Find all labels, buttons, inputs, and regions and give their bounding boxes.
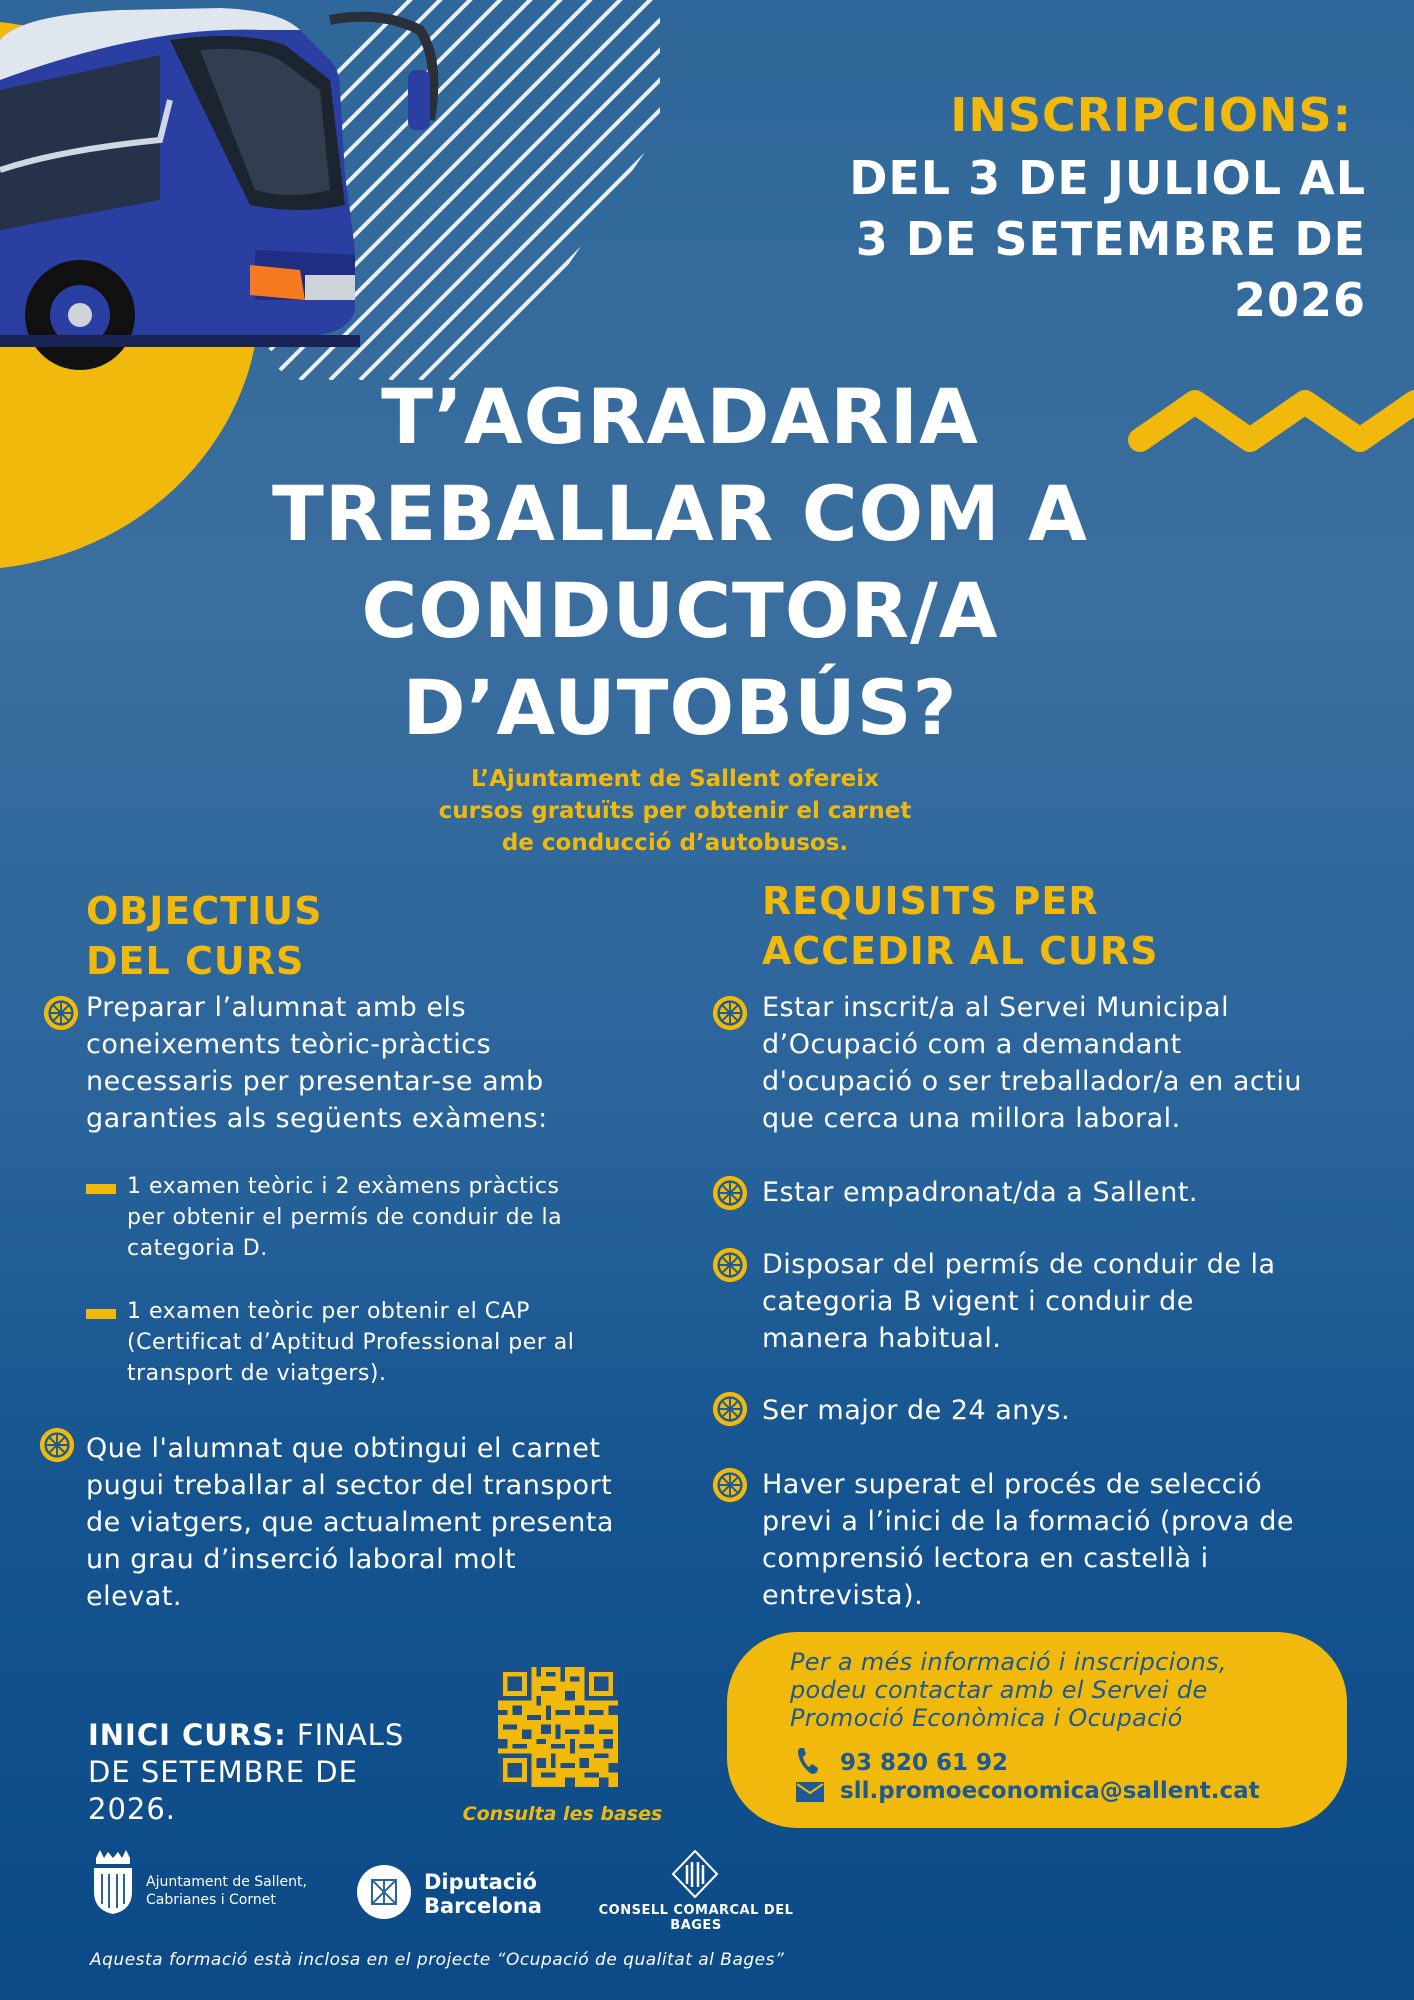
objective-item-line: de viatgers, que actualment presenta: [86, 1507, 614, 1538]
requirement-item-line: Estar inscrit/a al Servei Municipal: [762, 992, 1230, 1023]
subheadline-line: cursos gratuïts per obtenir el carnet: [438, 798, 912, 824]
requirements-title: [762, 876, 1322, 976]
exam-item-line: 1 examen teòric per obtenir el CAP: [127, 1299, 530, 1324]
subheadline-line: L’Ajuntament de Sallent ofereix: [471, 766, 879, 792]
headline-line: TREBALLAR COM A: [272, 469, 1088, 558]
course-start-line: 2026.: [88, 1792, 177, 1826]
requirements-title-line: REQUISITS PER: [762, 879, 1099, 923]
objective-item-line: Preparar l’alumnat amb els: [86, 992, 467, 1023]
requirement-item-line: Estar empadronat/da a Sallent.: [762, 1177, 1199, 1208]
headline-line: D’AUTOBÚS?: [402, 663, 958, 752]
objective-item-line: pugui treballar al sector del transport: [86, 1470, 613, 1501]
contact-intro: [790, 1648, 1310, 1732]
registration-dates-line: 3 DE SETEMBRE DE: [855, 212, 1366, 266]
requirement-item-line: Disposar del permís de conduir de la: [762, 1249, 1276, 1280]
exam-item: [127, 1296, 667, 1389]
requirement-item-line: comprensió lectora en castellà i: [762, 1543, 1209, 1574]
contact-intro-line: Per a més informació i inscripcions,: [790, 1648, 1227, 1676]
requirement-item: [762, 1392, 1382, 1429]
consell-logo-text: CONSELL COMARCAL DEL BAGES: [598, 1903, 794, 1933]
wheel-icon: [711, 1466, 749, 1504]
requirement-item: [762, 1466, 1382, 1614]
requirement-item-line: manera habitual.: [762, 1323, 1002, 1354]
course-start: [88, 1717, 468, 1828]
course-start-value: FINALS: [296, 1718, 405, 1752]
ajuntament-logo-line: Ajuntament de Sallent,: [146, 1874, 307, 1890]
requirement-item: [762, 1246, 1382, 1357]
wheel-icon: [711, 994, 749, 1032]
registration-label: INSCRIPCIONS:: [950, 88, 1352, 142]
requirement-item-line: d’Ocupació com a demandant: [762, 1029, 1182, 1060]
requirements-title-line: ACCEDIR AL CURS: [762, 929, 1159, 973]
requirement-item: [762, 1174, 1382, 1211]
objectives-title-line: OBJECTIUS: [86, 889, 323, 933]
requirement-item-line: entrevista).: [762, 1580, 924, 1611]
wheel-icon: [711, 1246, 749, 1284]
requirement-item-line: previ a l’inici de la formació (prova de: [762, 1506, 1295, 1537]
wheel-icon: [38, 1426, 76, 1464]
contact-intro-line: Promoció Econòmica i Ocupació: [790, 1704, 1183, 1732]
requirement-item-line: categoria B vigent i conduir de: [762, 1286, 1194, 1317]
wheel-icon: [711, 1174, 749, 1212]
exam-item: [127, 1171, 647, 1264]
ajuntament-logo-text: [146, 1873, 307, 1909]
exam-item-line: categoria D.: [127, 1236, 268, 1261]
headline-line: T’AGRADARIA: [381, 372, 979, 461]
objectives-title-line: DEL CURS: [86, 939, 305, 983]
footer-note: Aquesta formació està inclosa en el projecte “Ocupació de qualitat al Bages”: [90, 1950, 785, 1970]
qr-caption[interactable]: Consulta les bases: [462, 1803, 663, 1825]
registration-dates-line: 2026: [1233, 273, 1366, 327]
consell-emblem-icon: [670, 1850, 720, 1898]
subheadline: [370, 763, 980, 859]
bus-illustration: [0, 0, 500, 385]
phone-icon: [796, 1746, 820, 1776]
exam-item-line: per obtenir el permís de conduir de la: [127, 1205, 563, 1230]
exam-item-line: transport de viatgers).: [127, 1361, 387, 1386]
dash-bullet: [86, 1309, 116, 1319]
objective-item: [86, 989, 646, 1137]
ajuntament-logo-line: Cabrianes i Cornet: [146, 1892, 276, 1908]
registration-dates: [726, 148, 1366, 331]
dash-bullet: [86, 1184, 116, 1194]
requirement-item-line: Ser major de 24 anys.: [762, 1395, 1071, 1426]
objective-item-line: un grau d’inserció laboral molt: [86, 1544, 517, 1575]
contact-intro-line: podeu contactar amb el Servei de: [790, 1676, 1208, 1704]
requirement-item-line: d'ocupació o ser treballador/a en actiu: [762, 1066, 1302, 1097]
objective-item-line: Que l'alumnat que obtingui el carnet: [86, 1433, 601, 1464]
objective-item-line: garanties als següents exàmens:: [86, 1103, 548, 1134]
requirement-item-line: que cerca una millora laboral.: [762, 1103, 1181, 1134]
diputacio-seal-icon: [356, 1864, 412, 1920]
course-start-line: DE SETEMBRE DE: [88, 1755, 358, 1789]
objective-item-line: elevat.: [86, 1581, 182, 1612]
exam-item-line: 1 examen teòric i 2 exàmens pràctics: [127, 1174, 560, 1199]
registration-dates-line: DEL 3 DE JULIOL AL: [849, 151, 1366, 205]
requirement-item: [762, 989, 1382, 1137]
wheel-icon: [42, 994, 80, 1032]
diputacio-logo-text: [424, 1870, 542, 1918]
objective-item-line: coneixements teòric-pràctics: [86, 1029, 492, 1060]
qr-code[interactable]: [498, 1667, 618, 1787]
course-start-line: [88, 1717, 468, 1754]
requirement-item-line: Haver superat el procés de selecció: [762, 1469, 1263, 1500]
objectives-title: [86, 886, 546, 986]
objective-item-line: necessaris per presentar-se amb: [86, 1066, 544, 1097]
exam-item-line: (Certificat d’Aptitud Professional per al: [127, 1330, 575, 1355]
envelope-icon: [796, 1782, 824, 1802]
contact-email[interactable]: sll.promoeconomica@sallent.cat: [840, 1778, 1260, 1804]
headline-line: CONDUCTOR/A: [361, 566, 999, 655]
contact-phone[interactable]: 93 820 61 92: [840, 1750, 1009, 1776]
objective-item: [86, 1430, 666, 1615]
headline: [180, 368, 1180, 756]
diputacio-logo-line: Diputació: [424, 1870, 537, 1894]
diputacio-logo-line: Barcelona: [424, 1894, 542, 1918]
course-start-label: INICI CURS:: [88, 1718, 287, 1752]
wheel-icon: [711, 1390, 749, 1428]
ajuntament-shield-icon: [90, 1850, 136, 1916]
subheadline-line: de conducció d’autobusos.: [501, 830, 849, 856]
